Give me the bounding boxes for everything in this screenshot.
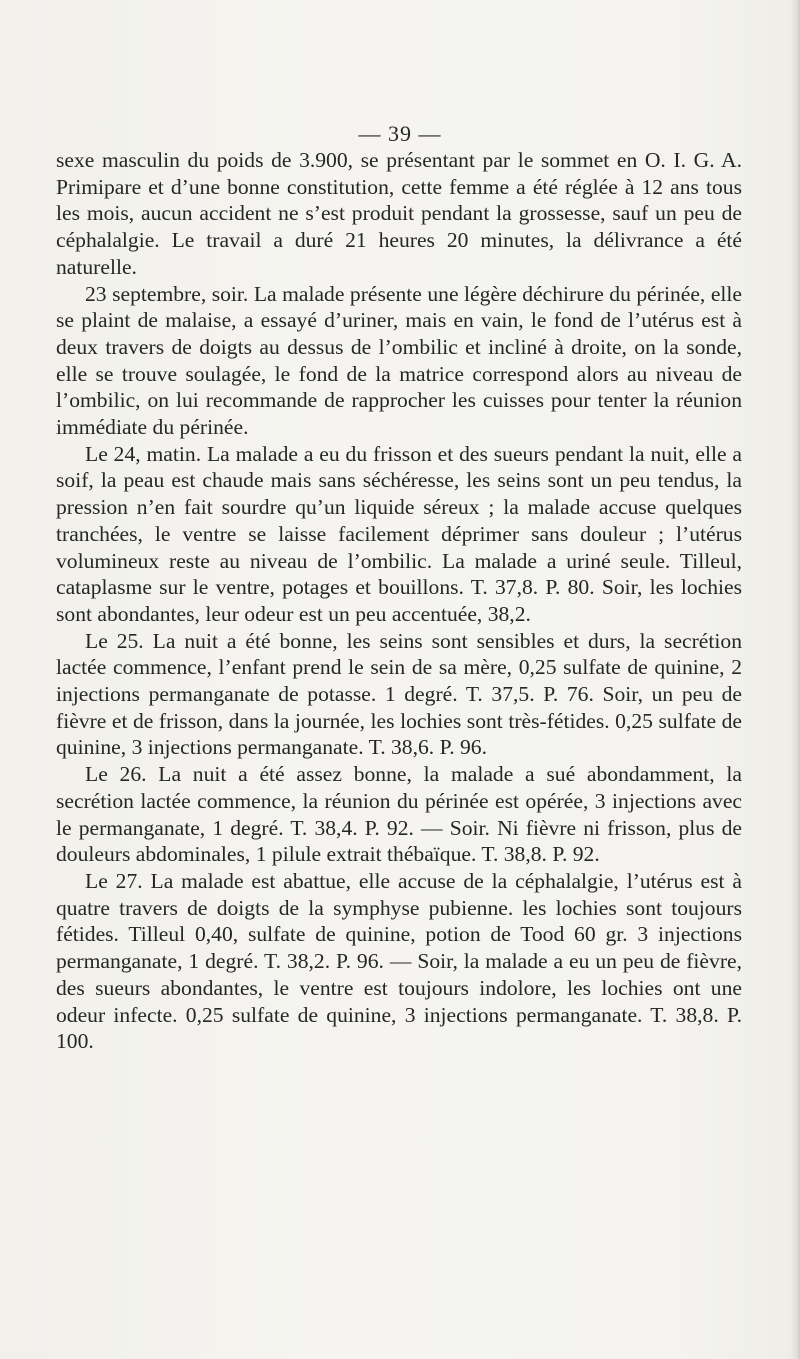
paragraph-day-27: Le 27. La malade est abattue, elle accuse de la céphalalgie, l’utérus est à quatre travers de doigts de la symphyse pubienne. les lochies sont toujours fétides. Tilleul 0,40, sulfate de quinine, potion de Tood 60 gr. 3 injections permanganate, 1 degré. T. 38,2. P. 96. — Soir, la malade a eu un peu de fièvre, des sueurs abondantes, le ventre est toujours indolore, les lochies ont une odeur infecte. 0,25 sulfate de quinine, 3 injections permanganate. T. 38,8. P. 100. — [56, 868, 742, 1054]
page-edge-shadow — [790, 0, 800, 1359]
paragraph-day-26: Le 26. La nuit a été assez bonne, la malade a sué abondamment, la secrétion lactée commence, la réunion du périnée est opérée, 3 injections avec le permanganate, 1 degré. T. 38,4. P. 92. — Soir. Ni fièvre ni frisson, plus de douleurs abdominales, 1 pilule extrait thébaïque. T. 38,8. P. 92. — [56, 762, 742, 867]
body-text — [56, 147, 742, 1055]
paragraph-day-24: Le 24, matin. La malade a eu du frisson et des sueurs pendant la nuit, elle a soif, la peau est chaude mais sans séchéresse, les seins sont un peu tendus, la pression n’en fait sourdre qu’un liquide séreux ; la malade accuse quelques tranchées, le ventre se laisse facilement déprimer sans douleur ; l’utérus volumineux reste au niveau de l’ombilic. La malade a uriné seule. Tilleul, cataplasme sur le ventre, potages et bouillons. T. 37,8. P. 80. Soir, les lochies sont abondantes, leur odeur est un peu accentuée, 38,2. — [56, 441, 742, 626]
paragraph-sept-23: 23 septembre, soir. La malade présente une légère déchirure du périnée, elle se plaint de malaise, a essayé d’uriner, mais en vain, le fond de l’utérus est à deux travers de doigts au dessus de l’ombilic et incliné à droite, on la sonde, elle se trouve soulagée, le fond de la matrice correspond alors au niveau de l’ombilic, on lui recommande de rapprocher les cuisses pour tenter la réunion immédiate du périnée. — [56, 281, 742, 440]
paragraph-birth-summary: sexe masculin du poids de 3.900, se présentant par le sommet en O. I. G. A. Primipare et d’une bonne constitution, cette femme a été réglée à 12 ans tous les mois, aucun accident ne s’est produit pendant la grossesse, sauf un peu de céphalalgie. Le travail a duré 21 heures 20 minutes, la délivrance a été naturelle. — [56, 148, 742, 279]
page-number: — 39 — — [358, 121, 442, 146]
paragraph-day-25: Le 25. La nuit a été bonne, les seins sont sensibles et durs, la secrétion lactée commence, l’enfant prend le sein de sa mère, 0,25 sulfate de quinine, 2 injections permanganate de potasse. 1 degré. T. 37,5. P. 76. Soir, un peu de fièvre et de frisson, dans la journée, les lochies sont très-fétides. 0,25 sulfate de quinine, 3 injections permanganate. T. 38,6. P. 96. — [56, 628, 742, 760]
